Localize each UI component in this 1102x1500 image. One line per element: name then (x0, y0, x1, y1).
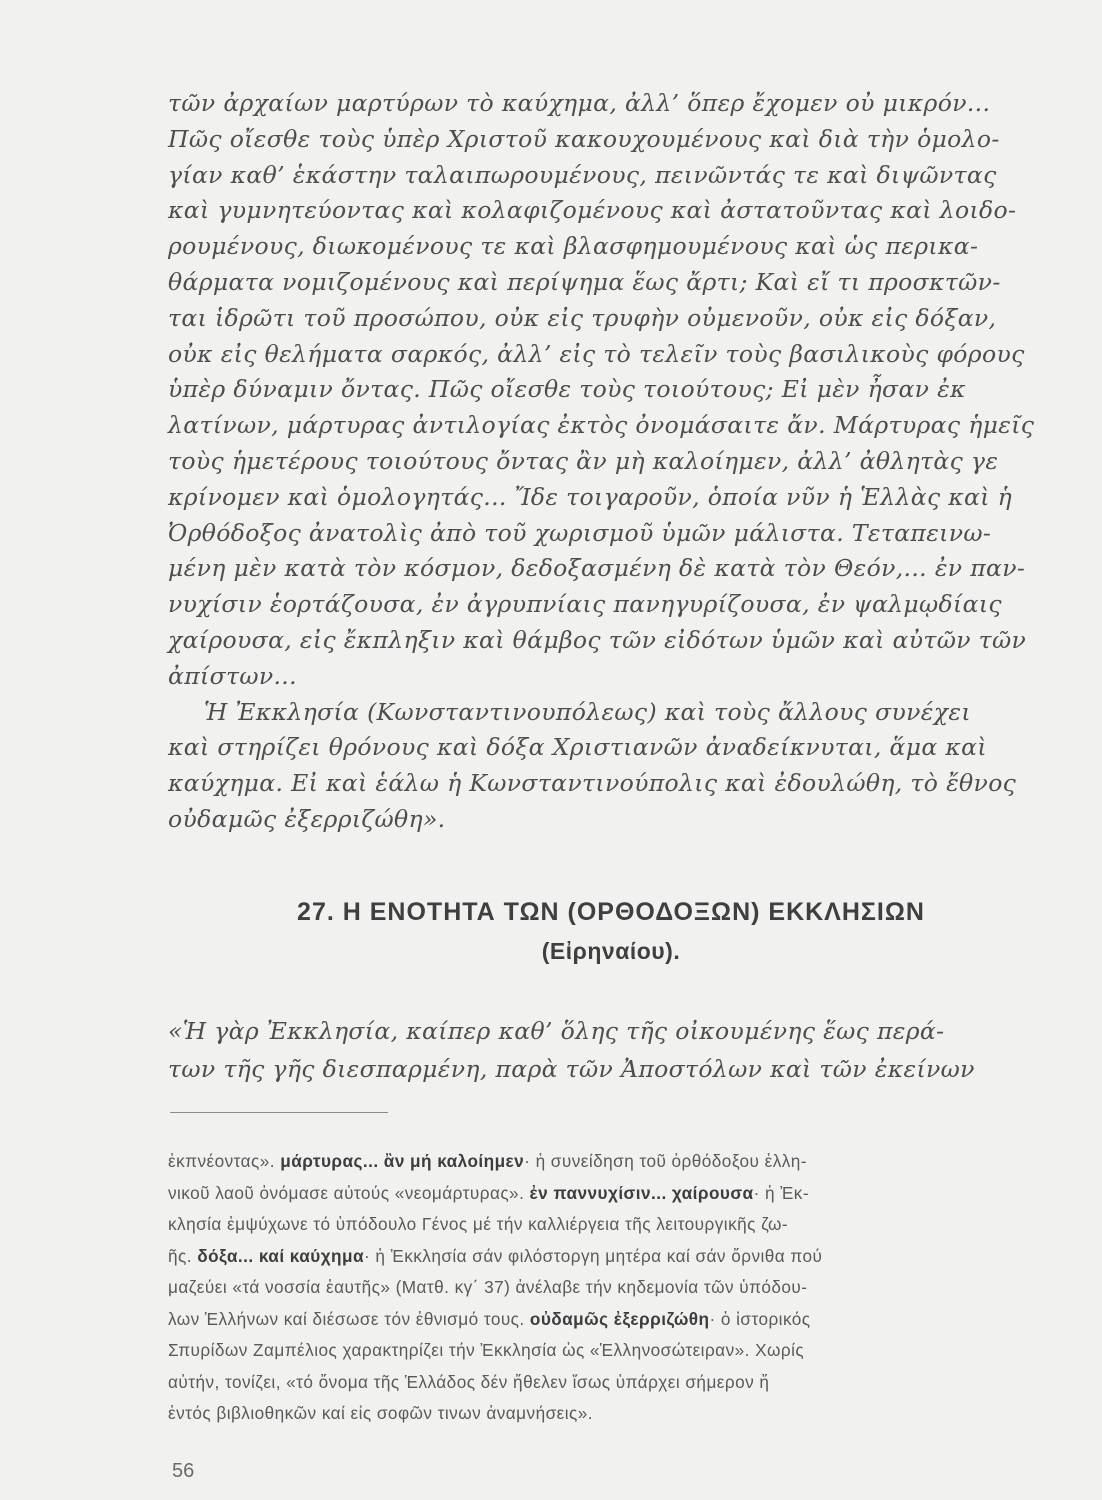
note-line: Σπυρίδων Ζαμπέλιος χαρακτηρίζει τήν Ἐκκλησία ὡς «Ἑλληνοσώτειραν». Χωρίς (168, 1340, 805, 1360)
note-line (168, 1146, 1052, 1178)
note-lemma: οὐδαμῶς ἐξερριζώθη (529, 1308, 710, 1329)
body-line: Ἡ Ἐκκλησία (Κωνσταντινουπόλεως) καὶ τοὺς ἄλλους συνέχει (204, 697, 971, 726)
quote-line: των τῆς γῆς διεσπαρμένη, παρὰ τῶν Ἀποστόλων καὶ τῶν ἐκείνων (168, 1055, 975, 1083)
body-line: ται ἱδρῶτι τοῦ προσώπου, οὐκ εἰς τρυφὴν οὐμενοῦν, οὐκ εἰς δόξαν, (168, 303, 997, 332)
body-line: χαίρουσα, εἰς ἔκπληξιν καὶ θάμβος τῶν εἰδότων ὑμῶν καὶ αὐτῶν τῶν (168, 625, 1027, 654)
note-line: μαζεύει «τά νοσσία ἑαυτῆς» (Ματθ. κγ΄ 37) ἀνέλαβε τήν κηδεμονία τῶν ὑπόδου- (168, 1277, 808, 1297)
section-subtitle: (Εἰρηναίου). (541, 938, 681, 964)
note-text: · ὁ ἱστορικός (709, 1308, 811, 1329)
note-text: ῆς. (168, 1245, 198, 1266)
note-line (168, 1178, 1052, 1210)
body-line: καὶ στηρίζει θρόνους καὶ δόξα Χριστιανῶν ἀναδείκνυται, ἅμα καὶ (168, 733, 987, 762)
body-line: ρουμένους, διωκομένους τε καὶ βλασφημουμένους καὶ ὡς περικα- (168, 232, 979, 261)
body-line: τοὺς ἡμετέρους τοιούτους ὄντας ἂν μὴ καλοίημεν, ἀλλ’ ἀθλητὰς γε (168, 446, 999, 475)
quote-line: «Ἡ γὰρ Ἐκκλησία, καίπερ καθ’ ὅλης τῆς οἰκουμένης ἕως περά- (168, 1017, 945, 1045)
note-text: · ἡ Ἐκκλησία σάν φιλόστοργη μητέρα καί σάν ὄρνιθα πού (363, 1245, 823, 1266)
body-line: καύχημα. Εἰ καὶ ἑάλω ἡ Κωνσταντινούπολις καὶ ἐδουλώθη, τὸ ἔθνος (168, 769, 1017, 798)
body-line: ἀπίστων... (168, 661, 297, 690)
note-line (168, 1304, 1052, 1336)
note-text: νικοῦ λαοῦ ὀνόμασε αὐτούς «νεομάρτυρας». (168, 1182, 530, 1203)
note-lemma: δόξα... καί καύχημα (197, 1245, 364, 1266)
body-line: Πῶς οἴεσθε τοὺς ὑπὲρ Χριστοῦ κακουχουμένους καὶ διὰ τὴν ὁμολο- (168, 124, 1000, 153)
note-text: · ἡ συνείδηση τοῦ ὀρθόδοξου ἑλλη- (524, 1151, 807, 1171)
main-body-text (168, 86, 1048, 838)
body-line: τῶν ἀρχαίων μαρτύρων τὸ καύχημα, ἀλλ’ ὅπερ ἔχομεν οὐ μικρόν... (168, 89, 991, 117)
note-lemma: μάρτυρας... ἂν μή καλοίημεν (280, 1151, 525, 1171)
note-text: λων Ἑλλήνων καί διέσωσε τόν ἐθνισμό τους. (168, 1308, 530, 1329)
note-text: · ἡ Ἐκ- (753, 1182, 810, 1203)
section-title: 27. Η ΕΝΟΤΗΤΑ ΤΩΝ (ΟΡΘΟΔΟΞΩΝ) ΕΚΚΛΗΣΙΩΝ (297, 898, 925, 926)
body-line: οὐδαμῶς ἐξερριζώθη». (168, 804, 446, 833)
body-line: γίαν καθ’ ἑκάστην ταλαιπωρουμένους, πεινῶντάς τε καὶ διψῶντας (168, 160, 997, 189)
body-line: καὶ γυμνητεύοντας καὶ κολαφιζομένους καὶ ἀστατοῦντας καὶ λοιδο- (168, 196, 1017, 225)
note-line: ἐντός βιβλιοθηκῶν καί εἰς σοφῶν τινων ἀναμνήσεις». (168, 1403, 593, 1423)
quote-text (168, 1012, 1048, 1088)
body-line: λατίνων, μάρτυρας ἀντιλογίας ἐκτὸς ὀνομάσαιτε ἄν. Μάρτυρας ἡμεῖς (168, 411, 1035, 440)
body-line: ὑπὲρ δύναμιν ὄντας. Πῶς οἴεσθε τοὺς τοιούτους; Εἰ μὲν ἦσαν ἐκ (168, 375, 966, 404)
note-lemma: ἐν παννυχίσιν... χαίρουσα (529, 1182, 754, 1203)
note-line (168, 1241, 1052, 1273)
note-line: κλησία ἐμψύχωνε τό ὑπόδουλο Γένος μέ τήν καλλιέργεια τῆς λειτουργικῆς ζω- (168, 1214, 789, 1234)
footnote-divider (170, 1112, 388, 1113)
page-number: 56 (172, 1460, 195, 1482)
body-line: μένη μὲν κατὰ τὸν κόσμον, δεδοξασμένη δὲ κατὰ τὸν Θεόν,... ἐν παν- (168, 554, 1026, 583)
body-line: θάρματα νομιζομένους καὶ περίψημα ἕως ἄρτι; Καὶ εἴ τι προσκτῶν- (168, 267, 1001, 296)
note-line: αὐτήν, τονίζει, «τό ὄνομα τῆς Ἑλλάδος δέν ἤθελεν ἴσως ὑπάρχει σήμερον ἤ (168, 1371, 770, 1392)
body-line: νυχίσιν ἑορτάζουσα, ἐν ἀγρυπνίαις πανηγυρίζουσα, ἐν ψαλμῳδίαις (168, 590, 1002, 619)
body-line: οὐκ εἰς θελήματα σαρκός, ἀλλ’ εἰς τὸ τελεῖν τοὺς βασιλικοὺς φόρους (168, 339, 1025, 368)
note-text: ἐκπνέοντας». (168, 1151, 281, 1171)
body-line: κρίνομεν καὶ ὁμολογητάς... Ἴδε τοιγαροῦν, ὁποία νῦν ἡ Ἑλλὰς καὶ ἡ (168, 482, 1013, 511)
footnotes (168, 1146, 1052, 1430)
body-line: Ὀρθόδοξος ἀνατολὶς ἀπὸ τοῦ χωρισμοῦ ὑμῶν μάλιστα. Τεταπεινω- (168, 518, 992, 547)
